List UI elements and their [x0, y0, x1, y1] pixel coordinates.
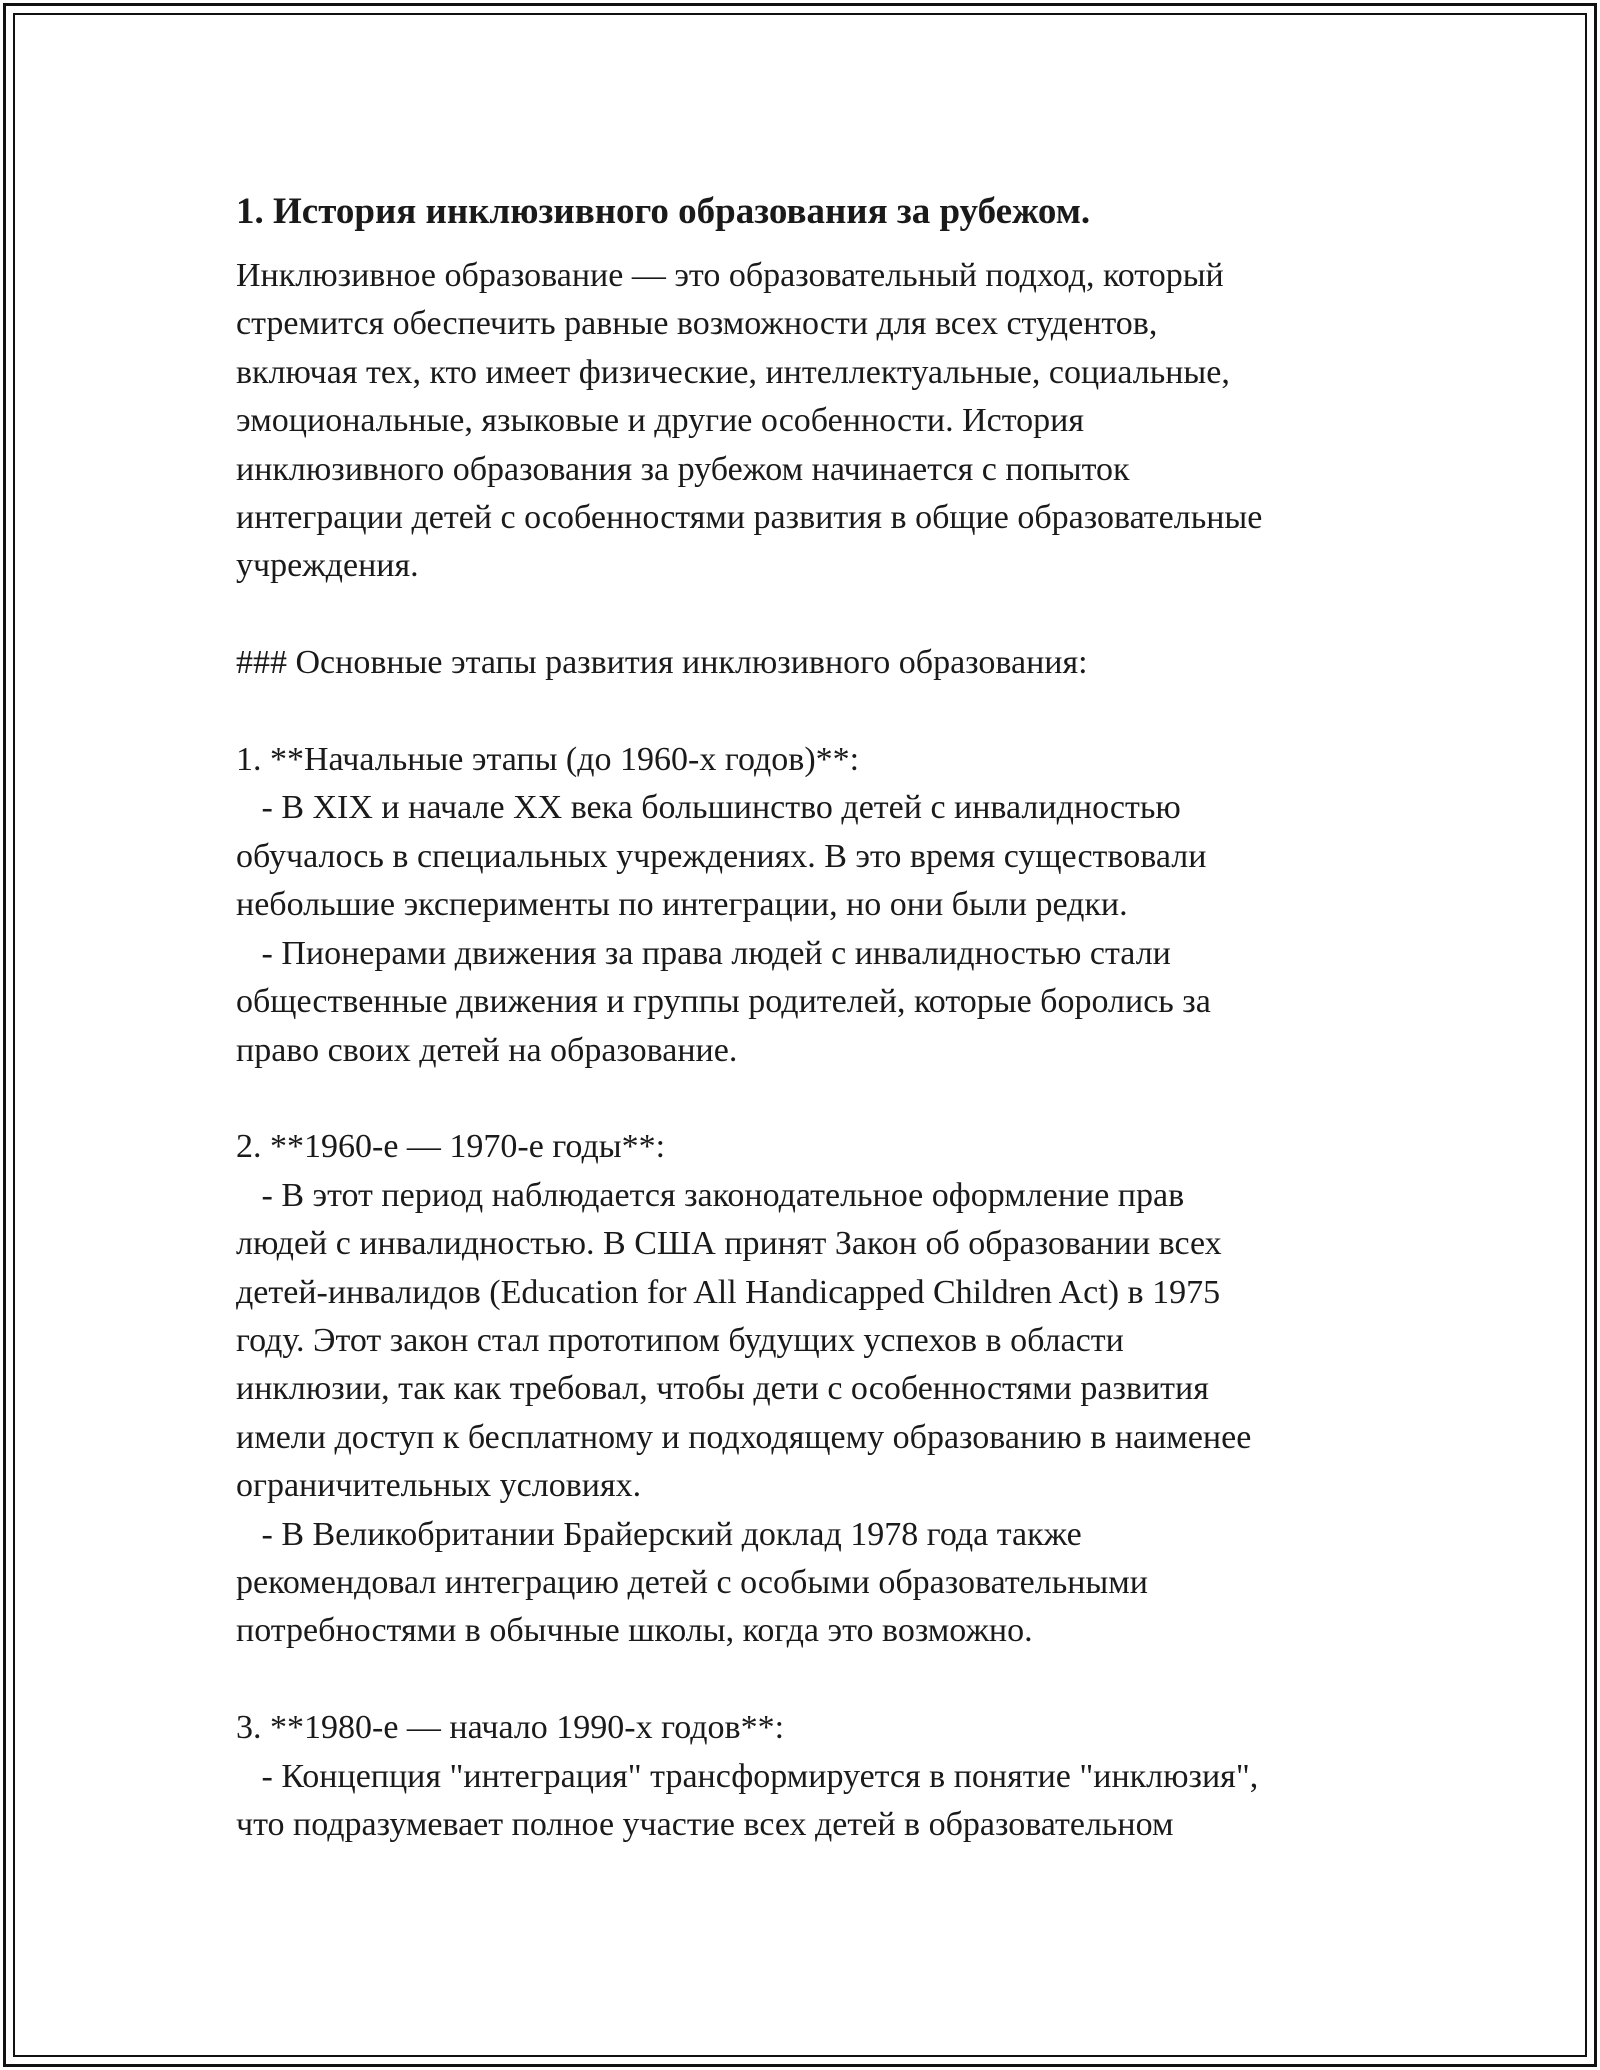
- document-content: [236, 188, 1366, 1849]
- document-body: Инклюзивное образование — это образовательный подход, который стремится обеспечить равные возможности для всех студентов, включая тех, кто имеет физические, интеллектуальные, социальные, эмоциональные, языковые и другие особенности. История инклюзивного образования за рубежом начинается с попыток интеграции детей с особенностями развития в общие образовательные учреждения. ### Основные этапы развития инклюзивного образования: 1. **Начальные этапы (до 1960-х годов)**: - В XIX и начале XX века большинство детей с инвалидностью обучалось в специальных учреждениях. В это время существовали небольшие эксперименты по интеграции, но они были редки. - Пионерами движения за права людей с инвалидностью стали общественные движения и группы родителей, которые боролись за право своих детей на образование. 2. **1960-е — 1970-е годы**: - В этот период наблюдается законодательное оформление прав людей с инвалидностью. В США принят Закон об образовании всех детей-инвалидов (Education for All Handicapped Children Act) в 1975 году. Этот закон стал прототипом будущих успехов в области инклюзии, так как требовал, чтобы дети с особенностями развития имели доступ к бесплатному и подходящему образованию в наименее ограничительных условиях. - В Великобритании Брайерский доклад 1978 года также рекомендовал интеграцию детей с особыми образовательными потребностями в обычные школы, когда это возможно. 3. **1980-е — начало 1990-х годов**: - Концепция "интеграция" трансформируется в понятие "инклюзия", что подразумевает полное участие всех детей в образовательном: [236, 257, 1263, 1843]
- document-title: 1. История инклюзивного образования за рубежом.: [236, 191, 1091, 232]
